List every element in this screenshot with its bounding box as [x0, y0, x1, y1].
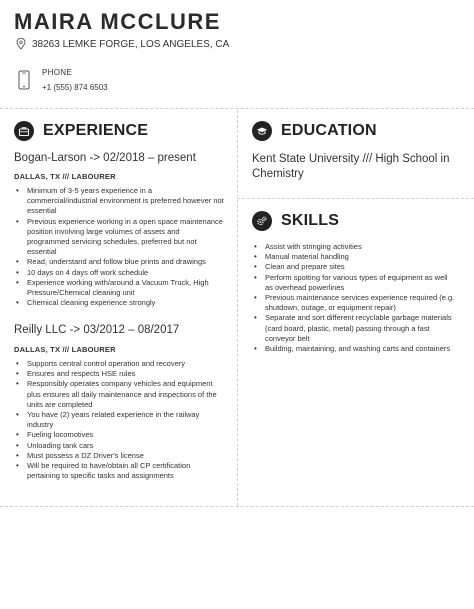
candidate-name: MAIRA MCCLURE — [14, 9, 221, 34]
address-text: 38263 LEMKE FORGE, LOS ANGELES, CA — [32, 38, 230, 50]
briefcase-icon — [14, 121, 34, 141]
phone-number: +1 (555) 874 6503 — [42, 83, 108, 92]
list-item: • Chemical cleaning experience strongly — [14, 298, 224, 308]
phone-label: PHONE — [42, 68, 72, 77]
list-item: • Ensures and respects HSE rules — [14, 369, 224, 379]
list-item: • Previous maintenance services experience required (e.g. shutdown, outage, or equipment repair) — [252, 293, 457, 313]
list-item: • Separate and sort different recyclable garbage materials (card board, plastic, metal) passing through a fast conveyor belt — [252, 313, 457, 344]
skills-list — [252, 242, 457, 354]
list-item: • Fueling locomotives — [14, 430, 224, 440]
address-line — [16, 38, 229, 50]
list-item: • Building, maintaining, and washing carts and containers — [252, 344, 457, 354]
bottom-divider — [0, 506, 474, 507]
education-entry: Kent State University /// High School in Chemistry — [252, 153, 450, 180]
list-item: • Minimum of 3-5 years experience in a commercial/industrial environment is preferred however not essential — [14, 186, 224, 217]
list-item: • Previous experience working in a open space maintenance position involving large volumes of assets and programmed servicing schedules, preferred but not essential — [14, 217, 224, 258]
phone-icon — [16, 70, 32, 90]
top-divider — [0, 108, 474, 109]
job-subheading: DALLAS, TX /// LABOURER — [14, 172, 116, 181]
list-item: • Must possess a DZ Driver's license — [14, 451, 224, 461]
list-item: • Experience working with/around a Vacuum Truck, High Pressure/Chemical cleaning unit — [14, 278, 224, 298]
job-bullet-list — [14, 186, 224, 308]
list-item: • Unloading tank cars — [14, 441, 224, 451]
job-bullet-list — [14, 359, 224, 481]
list-item: • Perform spotting for various types of equipment as well as overhead powerlines — [252, 273, 457, 293]
location-pin-icon — [16, 38, 26, 50]
experience-heading — [14, 121, 148, 141]
experience-title: EXPERIENCE — [43, 122, 149, 139]
list-item: • Read, understand and follow blue prints and drawings — [14, 257, 224, 267]
education-heading — [252, 121, 377, 141]
list-item: • You have (2) years related experience in the railway industry — [14, 410, 224, 430]
list-item: • Will be required to have/obtain all CP certification pertaining to specific tasks and assignments — [14, 461, 224, 481]
phone-block — [16, 68, 108, 92]
graduation-cap-icon — [252, 121, 272, 141]
right-column-divider — [237, 198, 474, 199]
column-divider — [237, 110, 238, 506]
job-subheading: DALLAS, TX /// LABOURER — [14, 345, 116, 354]
skills-title: SKILLS — [281, 212, 340, 229]
list-item: • 10 days on 4 days off work schedule — [14, 268, 224, 278]
education-title: EDUCATION — [281, 122, 377, 139]
list-item: • Assist with stringing activities — [252, 242, 457, 252]
list-item: • Clean and prepare sites — [252, 262, 457, 272]
skills-heading — [252, 211, 339, 231]
list-item: • Manual material handling — [252, 252, 457, 262]
job-heading: Reilly LLC -> 03/2012 – 08/2017 — [14, 324, 180, 336]
gears-icon — [252, 211, 272, 231]
job-heading: Bogan-Larson -> 02/2018 – present — [14, 152, 196, 164]
list-item: • Responsibly operates company vehicles and equipment plus ensures all daily maintenance and inspections of the units are completed — [14, 379, 224, 410]
list-item: • Supports central control operation and recovery — [14, 359, 224, 369]
